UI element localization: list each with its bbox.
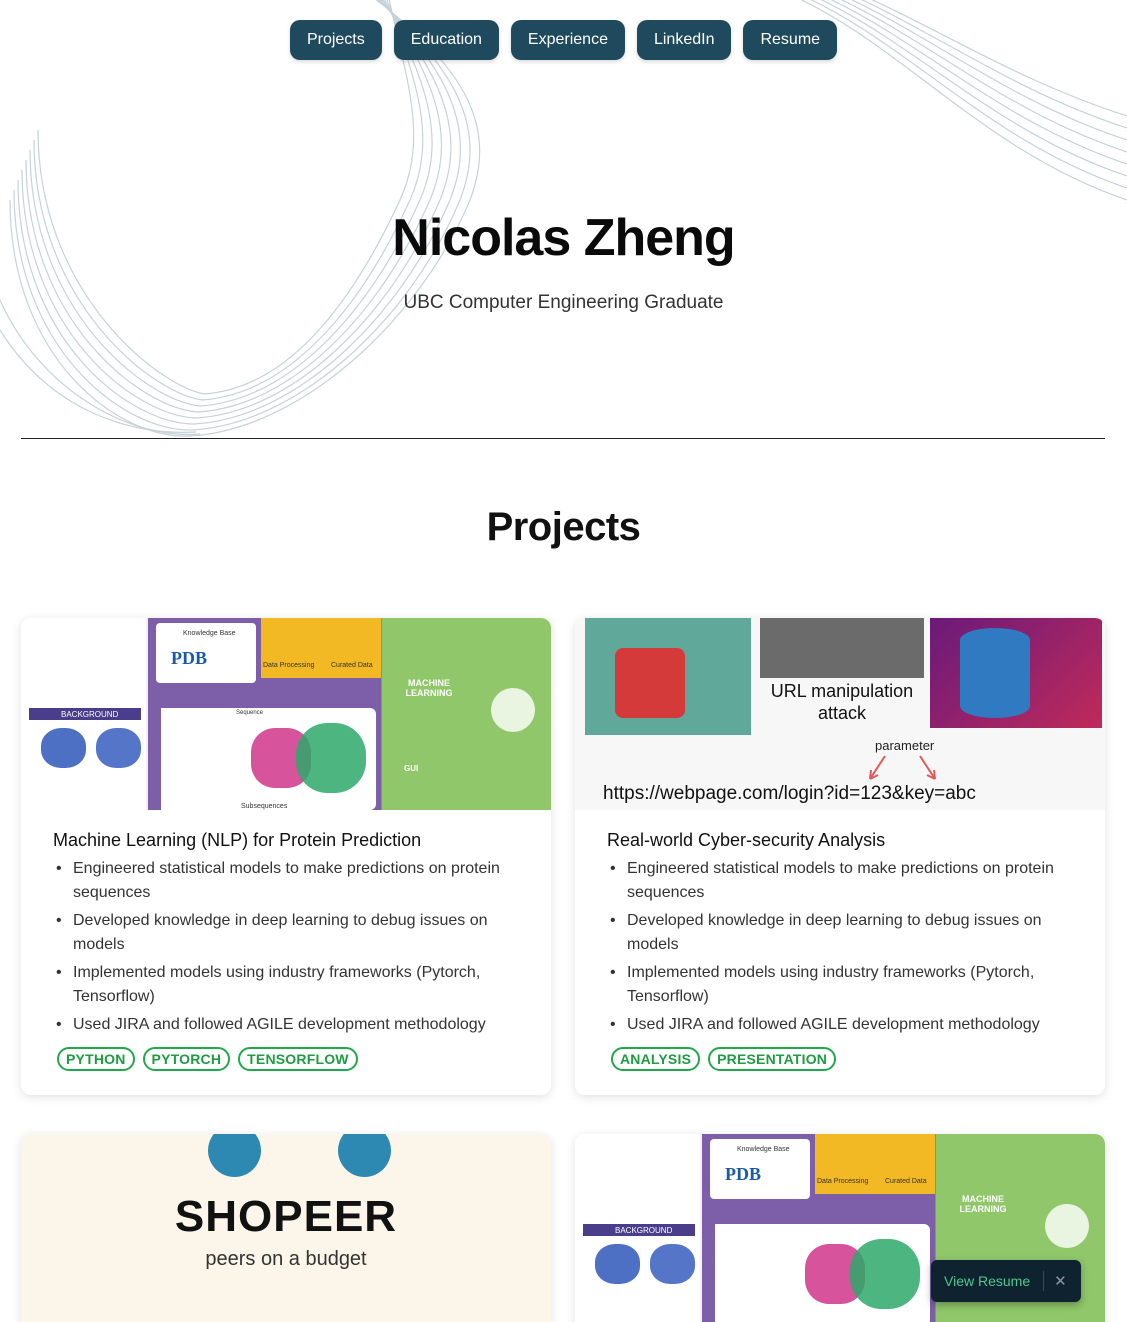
nav-linkedin-button[interactable]: LinkedIn [637,20,732,60]
project-card-cybersecurity[interactable] [575,618,1105,1095]
hero-name: Nicolas Zheng [392,209,735,267]
project-title: Machine Learning (NLP) for Protein Prediction [53,830,422,850]
image-text: Data Processing [817,1178,869,1185]
image-text: Knowledge Base [737,1146,790,1153]
tag-presentation: PRESENTATION [708,1047,836,1071]
tag-python: PYTHON [57,1047,135,1071]
nav-resume-button[interactable]: Resume [743,20,837,60]
top-nav [0,20,1127,60]
project-image-protein [21,618,551,810]
image-text: Knowledge Base [183,630,236,637]
projects-heading: Projects [486,505,641,549]
shopeer-tagline: peers on a budget [205,1248,367,1270]
image-text: https://webpage.com/login?id=123&key=abc [603,783,976,804]
image-text: PDB [171,648,207,668]
nav-projects-button[interactable]: Projects [290,20,382,60]
view-resume-link[interactable]: View Resume [944,1273,1031,1289]
image-text: BACKGROUND [61,710,119,719]
image-text: URL manipulation attack [770,681,914,723]
list-item: • Engineered statistical models to make predictions on protein sequences [53,857,519,905]
toast-divider [1043,1271,1044,1291]
project-card-shopeer[interactable] [21,1134,551,1322]
logo-dot-icon [208,1134,261,1177]
logo-dot-icon [338,1134,391,1177]
project-bullets [607,857,1073,1037]
image-text: BACKGROUND [615,1226,673,1235]
section-divider [21,438,1105,439]
project-title: Real-world Cyber-security Analysis [607,830,886,850]
list-item: • Used JIRA and followed AGILE development methodology [53,1013,519,1037]
shopeer-logo-text: SHOPEER [174,1192,398,1241]
tag-pytorch: PYTORCH [143,1047,231,1071]
list-item: • Used JIRA and followed AGILE development methodology [607,1013,1073,1037]
hero-subtitle: UBC Computer Engineering Graduate [403,292,724,313]
resume-toast [931,1260,1081,1302]
close-icon[interactable]: ✕ [1054,1273,1067,1290]
image-text: PDB [725,1164,761,1184]
list-item: • Implemented models using industry frameworks (Pytorch, Tensorflow) [53,961,519,1009]
image-text: Curated Data [331,662,373,669]
image-text: Subsequences [241,803,288,810]
image-text: MACHINE LEARNING [405,678,453,698]
tag-list [57,1047,519,1071]
list-item: • Engineered statistical models to make predictions on protein sequences [607,857,1073,905]
nav-experience-button[interactable]: Experience [511,20,625,60]
arrows-icon [865,754,955,784]
project-image-cybersecurity [575,618,1105,810]
image-text: Sequence [236,710,264,716]
image-text: GUI [404,764,419,773]
project-image-shopeer [21,1134,551,1322]
list-item: • Implemented models using industry frameworks (Pytorch, Tensorflow) [607,961,1073,1009]
list-item: • Developed knowledge in deep learning to debug issues on models [607,909,1073,957]
image-text: parameter [875,738,935,753]
list-item: • Developed knowledge in deep learning to debug issues on models [53,909,519,957]
project-card-protein[interactable] [21,618,551,1095]
image-text: Curated Data [885,1178,927,1185]
tag-list [611,1047,1073,1071]
tag-analysis: ANALYSIS [611,1047,700,1071]
image-text: MACHINE LEARNING [959,1194,1007,1214]
image-text: Data Processing [263,662,315,669]
nav-education-button[interactable]: Education [394,20,499,60]
tag-tensorflow: TENSORFLOW [238,1047,358,1071]
project-bullets [53,857,519,1037]
